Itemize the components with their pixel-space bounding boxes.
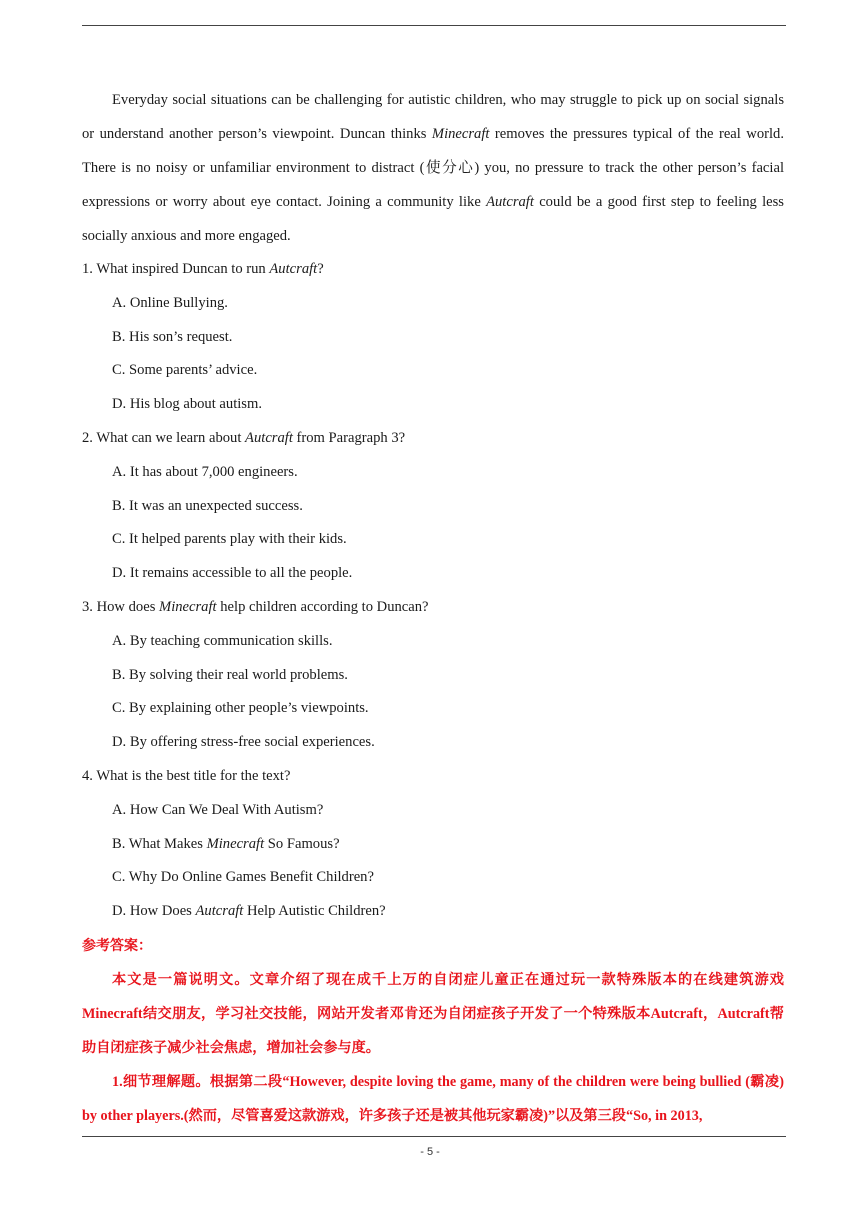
passage-text-3: could be a good first step to feeling less socially anxious and more engaged. <box>82 194 784 244</box>
passage-em-1: Minecraft <box>431 126 490 142</box>
question-1-option-d: D. His blog about autism. <box>112 396 262 413</box>
question-1-option-a: A. Online Bullying. <box>112 294 228 311</box>
question-2-option-a: A. It has about 7,000 engineers. <box>112 463 298 480</box>
question-3-option-a: A. By teaching communication skills. <box>112 632 333 649</box>
answer-heading: 参考答案： <box>82 937 152 954</box>
passage-text-2: removes the pressures typical of the real world. There is no noisy or unfamiliar environment to distract (使分心) you, no pressure to track the other person’s facial expressions or worry about eye contact. Joining a community like <box>82 126 784 210</box>
question-4-option-c: C. Why Do Online Games Benefit Children? <box>112 869 374 886</box>
passage-text-1: Everyday social situations can be challenging for autistic children, who may struggle to pick up on social signals or understand another person’s viewpoint. Duncan thinks <box>82 92 784 142</box>
footer-rule <box>82 1136 786 1137</box>
header-rule <box>82 25 786 26</box>
question-4-option-d: D. How Does Autcraft Help Autistic Children? <box>112 903 386 920</box>
question-4-option-a: A. How Can We Deal With Autism? <box>112 801 324 818</box>
answer-explanation-1: 1.细节理解题。根据第二段“However, despite loving the game, many of the children were being bullied (霸凌) by other players.(然而，尽管喜爱这款游戏，许多孩子还是被其他玩家霸凌)”以及第三段“So, in 2013, <box>82 1073 784 1124</box>
answer-summary: 本文是一篇说明文。文章介绍了现在成千上万的自闭症儿童正在通过玩一款特殊版本的在线建筑游戏Minecraft结交朋友，学习社交技能，网站开发者邓肯还为自闭症孩子开发了一个特殊版本Autcraft，Autcraft帮助自闭症孩子减少社会焦虑，增加社会参与度。 <box>82 971 784 1056</box>
question-1-option-c: C. Some parents’ advice. <box>112 362 258 379</box>
question-3-stem: 3. How does Minecraft help children according to Duncan? <box>82 598 429 615</box>
question-4-stem: 4. What is the best title for the text? <box>82 767 291 784</box>
question-1-option-b: B. His son’s request. <box>112 328 233 345</box>
question-2-option-b: B. It was an unexpected success. <box>112 497 303 514</box>
passage-paragraph <box>82 83 784 253</box>
question-1-stem: 1. What inspired Duncan to run Autcraft? <box>82 261 324 277</box>
question-2-stem: 2. What can we learn about Autcraft from Paragraph 3? <box>82 429 406 446</box>
question-2-option-c: C. It helped parents play with their kids. <box>112 531 347 548</box>
question-3-option-c: C. By explaining other people’s viewpoints. <box>112 700 369 717</box>
question-2-option-d: D. It remains accessible to all the people. <box>112 565 353 582</box>
question-3-option-b: B. By solving their real world problems. <box>112 666 348 683</box>
page-content <box>82 83 784 1133</box>
passage-em-2: Autcraft <box>486 194 534 210</box>
question-4-option-b: B. What Makes Minecraft So Famous? <box>112 835 340 852</box>
question-3-option-d: D. By offering stress-free social experiences. <box>112 734 375 751</box>
page-number: - 5 - <box>420 1146 440 1158</box>
